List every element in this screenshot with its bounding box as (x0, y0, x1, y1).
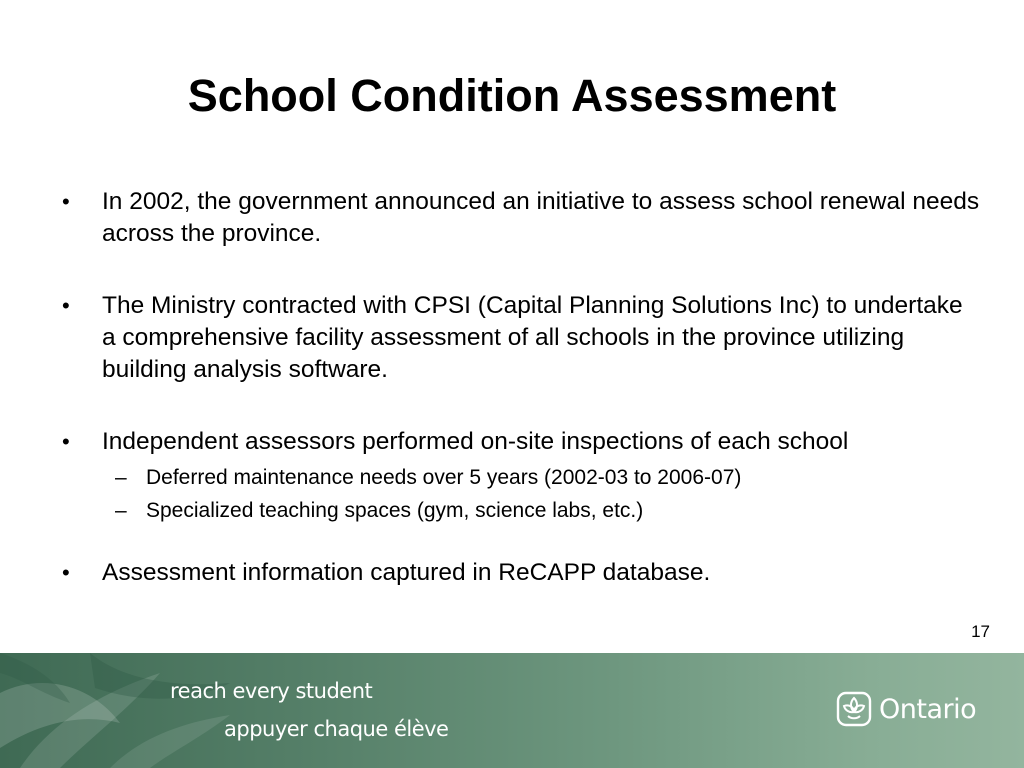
tagline-english: reach every student (170, 679, 373, 703)
ontario-logo (836, 691, 976, 727)
sub-bullet-list (60, 464, 980, 525)
sub-bullet-marker: – (115, 499, 127, 522)
bullet-item (60, 557, 980, 589)
bullet-text: Independent assessors performed on-site inspections of each school (102, 428, 849, 455)
bullet-item (60, 186, 980, 250)
sub-bullet-marker: – (115, 466, 127, 489)
bullet-text: In 2002, the government announced an initiative to assess school renewal needs across the province. (102, 188, 980, 247)
slide-title: School Condition Assessment (187, 70, 837, 121)
bullet-marker: • (62, 429, 70, 454)
sub-bullet-item (60, 497, 980, 525)
leaf-decoration (0, 653, 400, 768)
sub-bullet-text: Deferred maintenance needs over 5 years (2002-03 to 2006-07) (146, 466, 742, 489)
tagline-french: appuyer chaque élève (224, 717, 449, 741)
sub-bullet-item (60, 464, 980, 492)
bullet-marker: • (62, 293, 70, 318)
sub-bullet-text: Specialized teaching spaces (gym, science labs, etc.) (146, 499, 644, 522)
page-number: 17 (971, 622, 990, 641)
logo-wordmark: Ontario (879, 693, 977, 725)
footer-banner (0, 653, 1024, 768)
bullet-list (60, 186, 980, 589)
bullet-text: Assessment information captured in ReCAPP database. (102, 559, 711, 586)
bullet-marker: • (62, 560, 70, 585)
bullet-item (60, 290, 980, 386)
bullet-marker: • (62, 189, 70, 214)
bullet-item (60, 426, 980, 458)
trillium-icon (836, 691, 872, 727)
bullet-text: The Ministry contracted with CPSI (Capital Planning Solutions Inc) to undertake a comprehensive facility assessment of all schools in the province utilizing building analysis software. (102, 292, 963, 383)
